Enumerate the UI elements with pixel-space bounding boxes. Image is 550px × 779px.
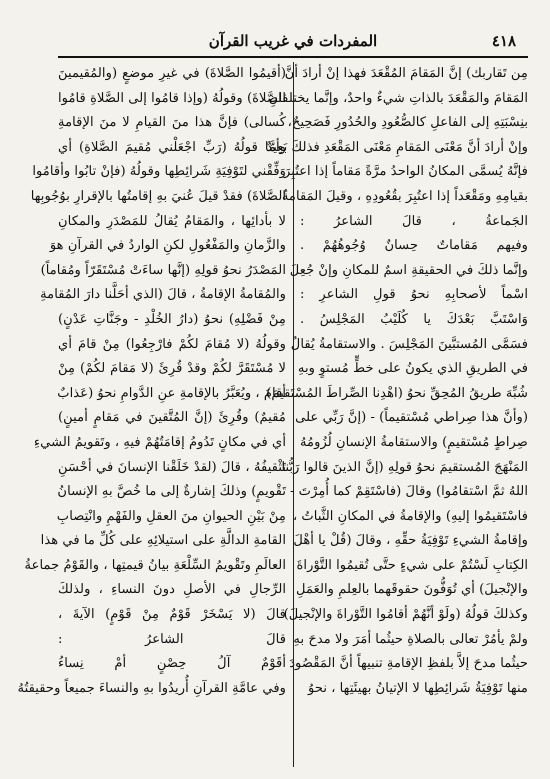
left-column bbox=[17, 62, 286, 772]
right-column-line: وإنْ أرادَ أنَّ مَعْنَى المَقامِ مَعْنَى المَقْعَدِ فذلكَ بَعِيدٌ bbox=[266, 139, 528, 155]
left-column-line: وفي عامَّةِ القرآنِ أُريدُوا بهِ والنساءَ جميعاً وحقيقتُهُ bbox=[17, 680, 286, 696]
right-column-line: وإنَّما ذلكَ في الحقيقةِ اسمٌ للمكانِ وإنْ جُعِلَ bbox=[289, 262, 528, 278]
left-column-line: القامةِ الدالَّةِ على استيلائِهِ على كُلِّ ما في هذا bbox=[40, 533, 286, 549]
right-column-line: صِراطٍ مُسْتقيمٍ) والاستقامةُ الإنسانِ لُزُومُهُ bbox=[299, 434, 528, 450]
right-column-line: فإنَّهُ يُسمَّى المكانُ الواحدُ مرَّةً مَقاماً إذا اعتُبِرَ bbox=[283, 164, 528, 180]
left-column-line: وأمَّا قولُهُ (رَبِّ اجْعَلْني مُقيمَ الصَّلاةِ) أي bbox=[58, 139, 286, 155]
left-column-line: تَثْقيفُهُ ، قالَ (لقدْ خَلَقْنا الإنسانَ في أحْسَنِ bbox=[58, 459, 286, 475]
right-column-line: (وأنَّ هذا صِراطي مُسْتقيماً) - (إنَّ رَبِّي على bbox=[295, 410, 528, 426]
column-divider bbox=[293, 62, 294, 767]
left-column-line: (أقيمُوا الصَّلاةَ) في غيرِ موضعٍ (والمُقيمينَ bbox=[58, 66, 286, 81]
left-column-line: أقامَ ، ويُعَبَّرُ بالإقامةِ عنِ الدَّوامِ نحوُ (عَذابٌ bbox=[57, 385, 286, 401]
page-header bbox=[58, 30, 528, 52]
page-number: ٤١٨ bbox=[491, 32, 516, 50]
left-column-line: أقَوْمٌ آلُ حِصْنٍ أمْ نِساءُ bbox=[58, 656, 286, 672]
right-column-line: اسْماً لأصحابِهِ نحوُ قولِ الشاعرِ : bbox=[300, 287, 528, 303]
right-column-line: بنِسْبَتِهِ إلى الفاعلِ كالصُّعُودِ والحُدُورِ فَصَحِيحٌ، bbox=[287, 115, 528, 131]
right-column-line: شُبِّهَ طريقُ المُحِقِّ نحوُ (اهْدِنا الصِّراطَ المُسْتَقيمَ) bbox=[266, 385, 528, 401]
right-column-line: في الطريقِ الذي يكونُ على خطٍّ مُستوٍ وبهِ bbox=[297, 361, 528, 377]
left-column-line: لا بأدائِها ، والمَقامُ يُقالُ للمَصْدَرِ والمكانِ bbox=[58, 213, 286, 229]
right-column-line: وفيهم مَقاماتٌ حِسانٌ وُجُوهُهُمْ . bbox=[300, 238, 528, 254]
right-column-line: وإقامةُ الشيءِ تَوْفِيَةُ حقِّهِ ، وقالَ (قُلْ يا أهْلَ bbox=[293, 533, 528, 549]
right-column-line: المَقامَ والمَقْعَدَ بالذاتِ شيءٌ واحدٌ، وإنَّما يختلفانِ bbox=[268, 90, 528, 106]
left-column-line: تَقْويمٍ) وذلكَ إشارةٌ إلى ما خُصَّ بهِ الإنسانُ bbox=[57, 484, 286, 500]
right-column-line: ولمْ يأمُرْ تعالى بالصلاةِ حيثُما أمَرَ ولا مدحَ بهِ bbox=[293, 631, 528, 647]
left-column-line: كُسالى) فإنَّ هذا منَ القيامِ لا منَ الإقامةِ bbox=[58, 115, 286, 131]
left-column-line: العالَمِ وتَقْويمُ السِّلْعَةِ بيانُ قيمتِها ، والقَوْمُ جماعةُ bbox=[24, 557, 286, 573]
left-column-line: وقولُهُ (لا مُقامَ لكُمْ فارْجِعُوا) مِنْ قامَ أي bbox=[58, 336, 286, 352]
right-column-line: الكِتابِ لَسْتُمْ على شيءٍ حتَّى تُقيمُوا التَّوْراةَ bbox=[296, 557, 528, 573]
right-column-line: وَاسْتَبَّ بَعْدَكَ يا كُلَيْبُ المَجْلِسُ . bbox=[300, 311, 528, 327]
left-column-line: قالَ (لا يَسْخَرْ قَوْمٌ مِنْ قَوْمٍ) الآيةَ ، bbox=[58, 607, 286, 623]
left-column-line: المَصْدَرُ نحوُ قولِهِ (إنَّها ساءَتْ مُسْتَقَرّاً ومُقاماً) bbox=[40, 262, 286, 278]
right-column-line: مِن تَقاربك) إنَّ المَقامَ المُقْعَدَ فهذا إنْ أرادَ أنَّ bbox=[284, 66, 528, 81]
left-column-line: مِنْ بَيْنِ الحيوانِ منَ العقلِ والفَهْمِ وانْتِصابِ bbox=[56, 508, 286, 524]
right-column-line: والإنْجيلَ) أي تُوَفُّونَ حقوقَهما بالعِلمِ والعَمَلِ bbox=[296, 582, 528, 598]
left-column-line: أي في مكانٍ تَدُومُ إقامَتُهُمْ فيهِ ، وتَقويمُ الشيءِ bbox=[33, 434, 286, 450]
right-column-line: منها تَوْفِيَةُ شَرائِطِها لا الإتيانُ بهيئَتِها ، نحوُ bbox=[308, 680, 528, 696]
right-column-line: اللهُ ثمَّ اسْتقامُوا) وقالَ (فاسْتَقِمْ كما أُمِرْتَ - bbox=[290, 484, 528, 500]
left-column-line: وَفِّقْني لتَوْفِيَةِ شَرائِطِها وقولُهُ (فإنْ تابُوا وأقامُوا bbox=[32, 164, 286, 180]
running-title: المفردات في غريب القرآن bbox=[208, 32, 378, 50]
right-column-line: فاسْتَقيمُوا إليهِ) والإقامةُ في المكانِ الثَّباتُ ، bbox=[292, 508, 528, 524]
left-column-line: مُقيمٌ) وقُرِئَ (إنَّ المُتَّقينَ في مَقامٍ أمينٍ) bbox=[58, 410, 286, 426]
right-column-line: وكذلكَ قولُهُ (ولَوْ أنَّهُمْ أقامُوا التَّوْراةَ والإنْجيلَ) bbox=[283, 607, 528, 623]
right-column-line: الجَماعةُ ، قالَ الشاعرُ : bbox=[300, 213, 528, 229]
left-column-line: الصَّلاةَ) فقدْ قيلَ عُنيَ بهِ إقامتُها بالإقرارِ بوُجُوبِها bbox=[30, 188, 286, 204]
right-column-line: بقيامِهِ ومَقْعَداً إذا اعتُبِرَ بقُعُودِهِ ، وقيلَ المَقامةُ bbox=[281, 188, 528, 204]
left-column-line: لا مُسْتَقَرَّ لكُمْ وقدْ قُرِئَ (لا مَقامَ لكُمْ) مِنْ bbox=[58, 361, 286, 377]
left-column-line: قالَ الشاعرُ : bbox=[58, 631, 286, 647]
right-column bbox=[266, 62, 528, 772]
right-column-line: فسَمَّى المُستبَّينَ المَجْلِسَ . والاستقامةُ يُقالُ bbox=[290, 336, 528, 352]
left-column-line: والمُقامةُ الإقامةُ ، قالَ (الذي أحَلَّنا دارَ المُقامةِ bbox=[40, 287, 286, 303]
left-column-line: الصَّلاةَ) وقولُهُ (وإذا قامُوا إلى الصَّلاةِ قامُوا bbox=[58, 90, 286, 106]
header-rule bbox=[58, 56, 528, 58]
right-column-line: المَنْهَجَ المُستقيمَ نحوُ قولِهِ (إنَّ الذينَ قالوا رَبُّنا bbox=[281, 459, 528, 475]
left-column-line: والزَّمانِ والمَفْعُولِ لكنِ الواردُ في القرآنِ هوَ bbox=[49, 238, 286, 254]
right-column-line: حيثُما مدحَ إلاَّ بلفظِ الإقامةِ تنبيهاً أنَّ المَقْصُودَ bbox=[289, 656, 528, 672]
left-column-line: مِنْ فَضْلِهِ) نحوُ (دارُ الخُلْدِ - وجَنَّاتِ عَدْنٍ) bbox=[58, 311, 286, 327]
left-column-line: الرِّجالِ في الأصلِ دونَ النساءِ ، ولذلكَ bbox=[58, 582, 286, 598]
